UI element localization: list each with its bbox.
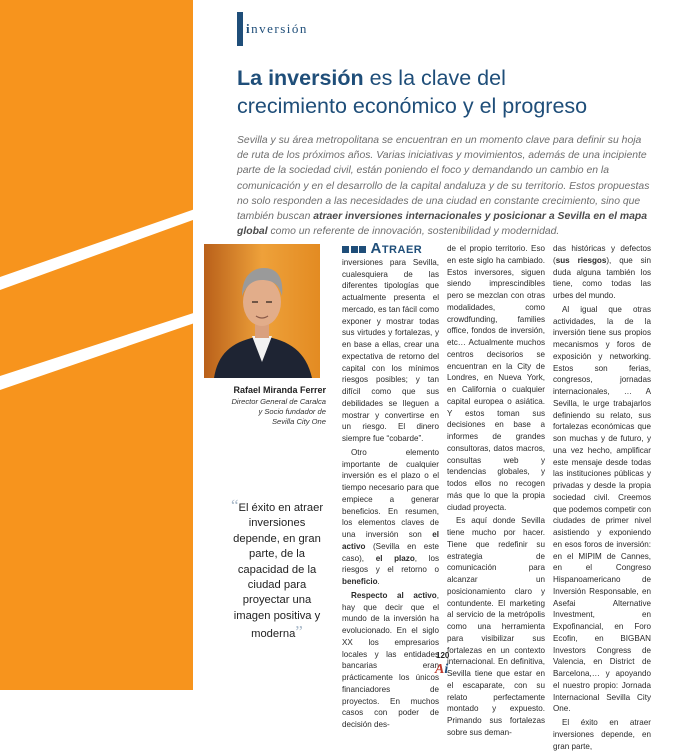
body-column-3: das históricas y defectos (sus riesgos), que sin duda alguna también los tiene, como todas las urbes del mundo. Al igual que otras actividades, la de la inversión tiene sus propios mecanismos y foros de exposición y networking. Estos son ferias, congresos, jornadas internacionales, … A Sevilla, le urge trabajarlos definiendo su relato, sus fortalezas económicas que son muchas y de futuro, y una vez hecho, amplificar este mensaje desde todas las instituciones públicas y privadas y desde la propia sociedad civil. Creemos que podemos competir con ciudades de primer nivel asistiendo y exponiendo en esos foros de inversión: en el MIPIM de Cannes, en el Congreso Hispanoamericano de Inversión Responsable, en Asefai Alternative Investment, en Expofinancial, en Foro Ecofin, en BIGBAN Investors Congress de Valencia, en District de Barcelona,… y apoyando el nuestro propio: Jornada Internacional Sevilla City One. El éxito en atraer inversiones depende, en gran parte, (553, 244, 651, 751)
article-title (237, 64, 657, 120)
section-tag-bar (237, 12, 243, 46)
body-column-1: Atraer inversiones para Sevilla, cualesquiera de las diferentes tipologías que actualmente presenta el mercado, es tan fácil como exponer y mostrar todas sus virtudes y fortalezas, y en base a ellas, crear una expectativa de retorno del capital con los mínimos riesgos posibles; y tan difícil como que sus debilidades se lleguen a mostrar y convertirse en un riesgo. El dinero siempre fue “cobarde”. Otro elemento importante de cualquier inversión es el plazo o el tiempo necesario para que empiece a generar beneficios. En resumen, los elementos claves de una inversión son el activo (Sevilla en este caso), el plazo, los riesgos y el retorno o beneficio. Respecto al activo, hay que decir que el mundo de la inversión ha evolucionado. En el siglo XX los empresarios locales y las entidades bancarias eran prácticamente los únicos financiadores de proyectos. En muchos casos con poder de decisión des- (342, 240, 439, 729)
portrait-photo (204, 244, 320, 378)
section-tag (237, 12, 308, 46)
pull-quote (226, 498, 328, 643)
title-bold: La inversión (237, 66, 364, 90)
pull-quote-text: El éxito en atraer inversiones depende, en gran parte, de la capacidad de la ciudad para proyectar una imagen positiva y moderna (233, 502, 324, 641)
caption-name: Rafael Miranda Ferrer (233, 385, 326, 395)
close-quote-mark: ” (295, 622, 303, 642)
body-column-2: de el propio territorio. Eso en este siglo ha cambiado. Estos inversores, siguen siendo imprescindibles pero se mezclan con otras modalidades, como crowdfunding, families office, fondos de inversión, etc… Actualmente muchos centros decisorios se encuentran en la City de Londres, en Nueva York, en California o cualquier capital europea o asiática. Y estos toman sus decisiones en base a informes de grandes consultoras, datos macros, consultas web y tendencias globales, y todos ellos no recogen más que lo que la propia ciudad proyecta. Es aquí donde Sevilla tiene mucho por hacer. Tiene que redefinir su estrategia de comunicación para alcanzar un posicionamiento claro y contundente. El marketing al servicio de la metrópolis como una herramienta para visibilizar sus fortalezas en un contexto internacional. En definitiva, Sevilla tiene que estar en el escaparate, con su relato perfectamente montado y expuesto. Primando sus fortalezas sobre sus deman- (447, 244, 545, 737)
caption-role: Director General de Caralca y Socio fundador de Sevilla City One (231, 397, 326, 426)
open-quote-mark: “ (230, 496, 239, 515)
lead-paragraph: Sevilla y su área metropolitana se encuentran en un momento clave para definir su hoja de ruta de los próximos años. Varias iniciativas y movimientos, además de una incipiente parte de la sociedad civil, están poniendo el foco y demandando un cambio en la comunicación y en el desarrollo de la capital andaluza y de su territorio. Estos propuestas no solo responden a las necesidades de una ciudad en constante crecimiento, sino que también buscan atraer inversiones internacionales y posicionar a Sevilla en el mapa global como un referente de innovación, sostenibilidad y modernidad. (237, 135, 650, 238)
title-rest: es la clave del (363, 66, 506, 90)
portrait-illustration (204, 244, 320, 378)
section-squares-icon (342, 245, 368, 257)
page-number: 120 (436, 651, 450, 660)
magazine-logo: Ai (435, 662, 449, 677)
dropcap-word: Atraer (370, 240, 423, 257)
section-label: inversión (246, 21, 308, 36)
title-line2: crecimiento económico y el progreso (237, 94, 588, 118)
